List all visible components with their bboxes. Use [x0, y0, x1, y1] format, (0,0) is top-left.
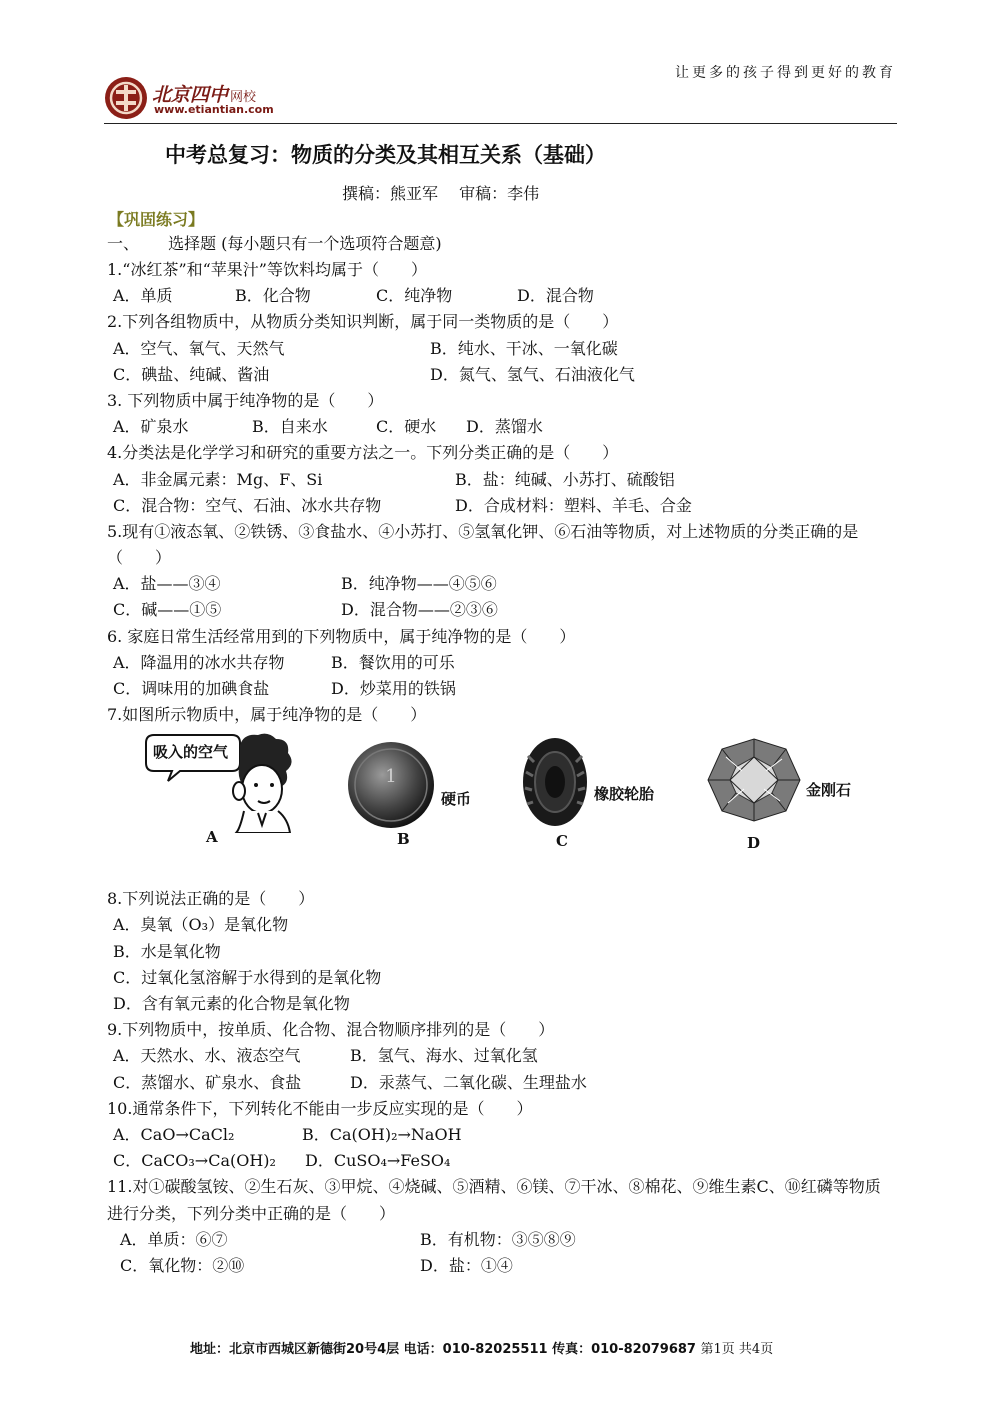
q8-option-d: D．含有氧元素的化合物是氧化物 [113, 994, 350, 1013]
coin-label: 硬币 [441, 790, 472, 808]
q11-option-d: D．盐：①④ [420, 1256, 513, 1275]
q9-option-c: C．蒸馏水、矿泉水、食盐 [113, 1073, 302, 1092]
q10-option-a: A．CaO→CaCl₂ [113, 1125, 235, 1144]
q5-option-c: C．碱——①⑤ [113, 600, 222, 619]
figure-letter-b: B [397, 830, 410, 848]
svg-text:1: 1 [385, 766, 397, 787]
school-logo-icon [104, 76, 148, 120]
question-1: 1.“冰红茶”和“苹果汁”等饮料均属于（ ） [107, 260, 427, 279]
question-3: 3. 下列物质中属于纯净物的是（ ） [107, 391, 384, 410]
q10-option-b: B．Ca(OH)₂→NaOH [302, 1125, 462, 1144]
question-5-blank: （ ） [107, 548, 172, 567]
q10-option-d: D．CuSO₄→FeSO₄ [305, 1151, 451, 1170]
page-title: 中考总复习：物质的分类及其相互关系（基础） [165, 143, 606, 167]
q9-option-a: A．天然水、水、液态空气 [113, 1046, 301, 1065]
q5-option-d: D．混合物——②③⑥ [341, 600, 498, 619]
q6-option-a: A．降温用的冰水共存物 [113, 653, 285, 672]
question-5: 5.现有①液态氧、②铁锈、③食盐水、④小苏打、⑤氢氧化钾、⑥石油等物质，对上述物质的分类正确的是 [107, 522, 859, 541]
q6-option-b: B．餐饮用的可乐 [331, 653, 455, 672]
q11-option-a: A．单质：⑥⑦ [120, 1230, 228, 1249]
tire-label: 橡胶轮胎 [594, 785, 655, 803]
speech-bubble-text: 吸入的空气 [153, 743, 229, 761]
q3-option-d: D．蒸馏水 [466, 417, 543, 436]
figure-letter-c: C [556, 832, 568, 850]
q6-option-d: D．炒菜用的铁锅 [331, 679, 456, 698]
q3-option-a: A．矿泉水 [113, 417, 189, 436]
q9-option-b: B．氢气、海水、过氧化氢 [350, 1046, 538, 1065]
logo-url: www.etiantian.com [154, 103, 274, 116]
q2-option-c: C．碘盐、纯碱、酱油 [113, 365, 270, 384]
q8-option-c: C．过氧化氢溶解于水得到的是氧化物 [113, 968, 382, 987]
header-slogan: 让更多的孩子得到更好的教育 [675, 65, 896, 81]
q4-option-a: A．非金属元素：Mg、F、Si [113, 470, 323, 489]
q3-option-b: B．自来水 [252, 417, 328, 436]
q2-option-a: A．空气、氧气、天然气 [113, 339, 285, 358]
question-4: 4.分类法是化学学习和研究的重要方法之一。下列分类正确的是（ ） [107, 443, 619, 462]
q1-option-b: B．化合物 [235, 286, 311, 305]
question-10: 10.通常条件下，下列转化不能由一步反应实现的是（ ） [107, 1099, 533, 1118]
part-heading: 一、 选择题 (每小题只有一个选项符合题意) [107, 234, 442, 253]
q1-option-c: C．纯净物 [376, 286, 453, 305]
q11-option-b: B．有机物：③⑤⑧⑨ [420, 1230, 576, 1249]
coin-figure [346, 740, 436, 830]
question-11: 11.对①碳酸氢铵、②生石灰、③甲烷、④烧碱、⑤酒精、⑥镁、⑦干冰、⑧棉花、⑨维生素C、⑩红磷等物质 [107, 1177, 881, 1196]
figure-letter-a: A [206, 828, 218, 846]
q4-option-b: B．盐：纯碱、小苏打、硫酸铝 [455, 470, 675, 489]
question-2: 2.下列各组物质中，从物质分类知识判断，属于同一类物质的是（ ） [107, 312, 619, 331]
q1-option-d: D．混合物 [517, 286, 594, 305]
question-6: 6. 家庭日常生活经常用到的下列物质中，属于纯净物的是（ ） [107, 627, 576, 646]
footer-page-number: 第1页 共4页 [700, 1342, 774, 1357]
q6-option-c: C．调味用的加碘食盐 [113, 679, 270, 698]
page-footer [190, 1338, 773, 1357]
header-rule [104, 123, 897, 124]
author-line: 撰稿：熊亚军 审稿：李伟 [342, 184, 540, 203]
q9-option-d: D．汞蒸气、二氧化碳、生理盐水 [350, 1073, 587, 1092]
question-8: 8.下列说法正确的是（ ） [107, 889, 315, 908]
q4-option-c: C．混合物：空气、石油、冰水共存物 [113, 496, 382, 515]
q3-option-c: C．硬水 [376, 417, 437, 436]
question-11-cont: 进行分类，下列分类中正确的是（ ） [107, 1204, 396, 1223]
q5-option-a: A．盐——③④ [113, 574, 221, 593]
figure-letter-d: D [747, 834, 761, 852]
question-7: 7.如图所示物质中，属于纯净物的是（ ） [107, 705, 427, 724]
q5-option-b: B．纯净物——④⑤⑥ [341, 574, 497, 593]
q4-option-d: D．合成材料：塑料、羊毛、合金 [455, 496, 692, 515]
q8-option-a: A．臭氧（O₃）是氧化物 [113, 915, 289, 934]
question-9: 9.下列物质中，按单质、化合物、混合物顺序排列的是（ ） [107, 1020, 555, 1039]
q8-option-b: B．水是氧化物 [113, 942, 221, 961]
rubber-tire-figure [520, 736, 590, 828]
diamond-figure [706, 737, 802, 823]
q11-option-c: C．氧化物：②⑩ [120, 1256, 245, 1275]
section-heading: 【巩固练习】 [108, 210, 205, 229]
logo-name: 北京四中 网校 [152, 84, 257, 106]
q1-option-a: A．单质 [113, 286, 173, 305]
diamond-label: 金刚石 [806, 781, 852, 799]
q2-option-d: D．氮气、氢气、石油液化气 [430, 365, 635, 384]
q2-option-b: B．纯水、干冰、一氧化碳 [430, 339, 618, 358]
footer-address: 地址：北京市西城区新德街20号4层 电话：010-82025511 传真：010-82079687 [190, 1342, 696, 1357]
q10-option-c: C．CaCO₃→Ca(OH)₂ [113, 1151, 276, 1170]
